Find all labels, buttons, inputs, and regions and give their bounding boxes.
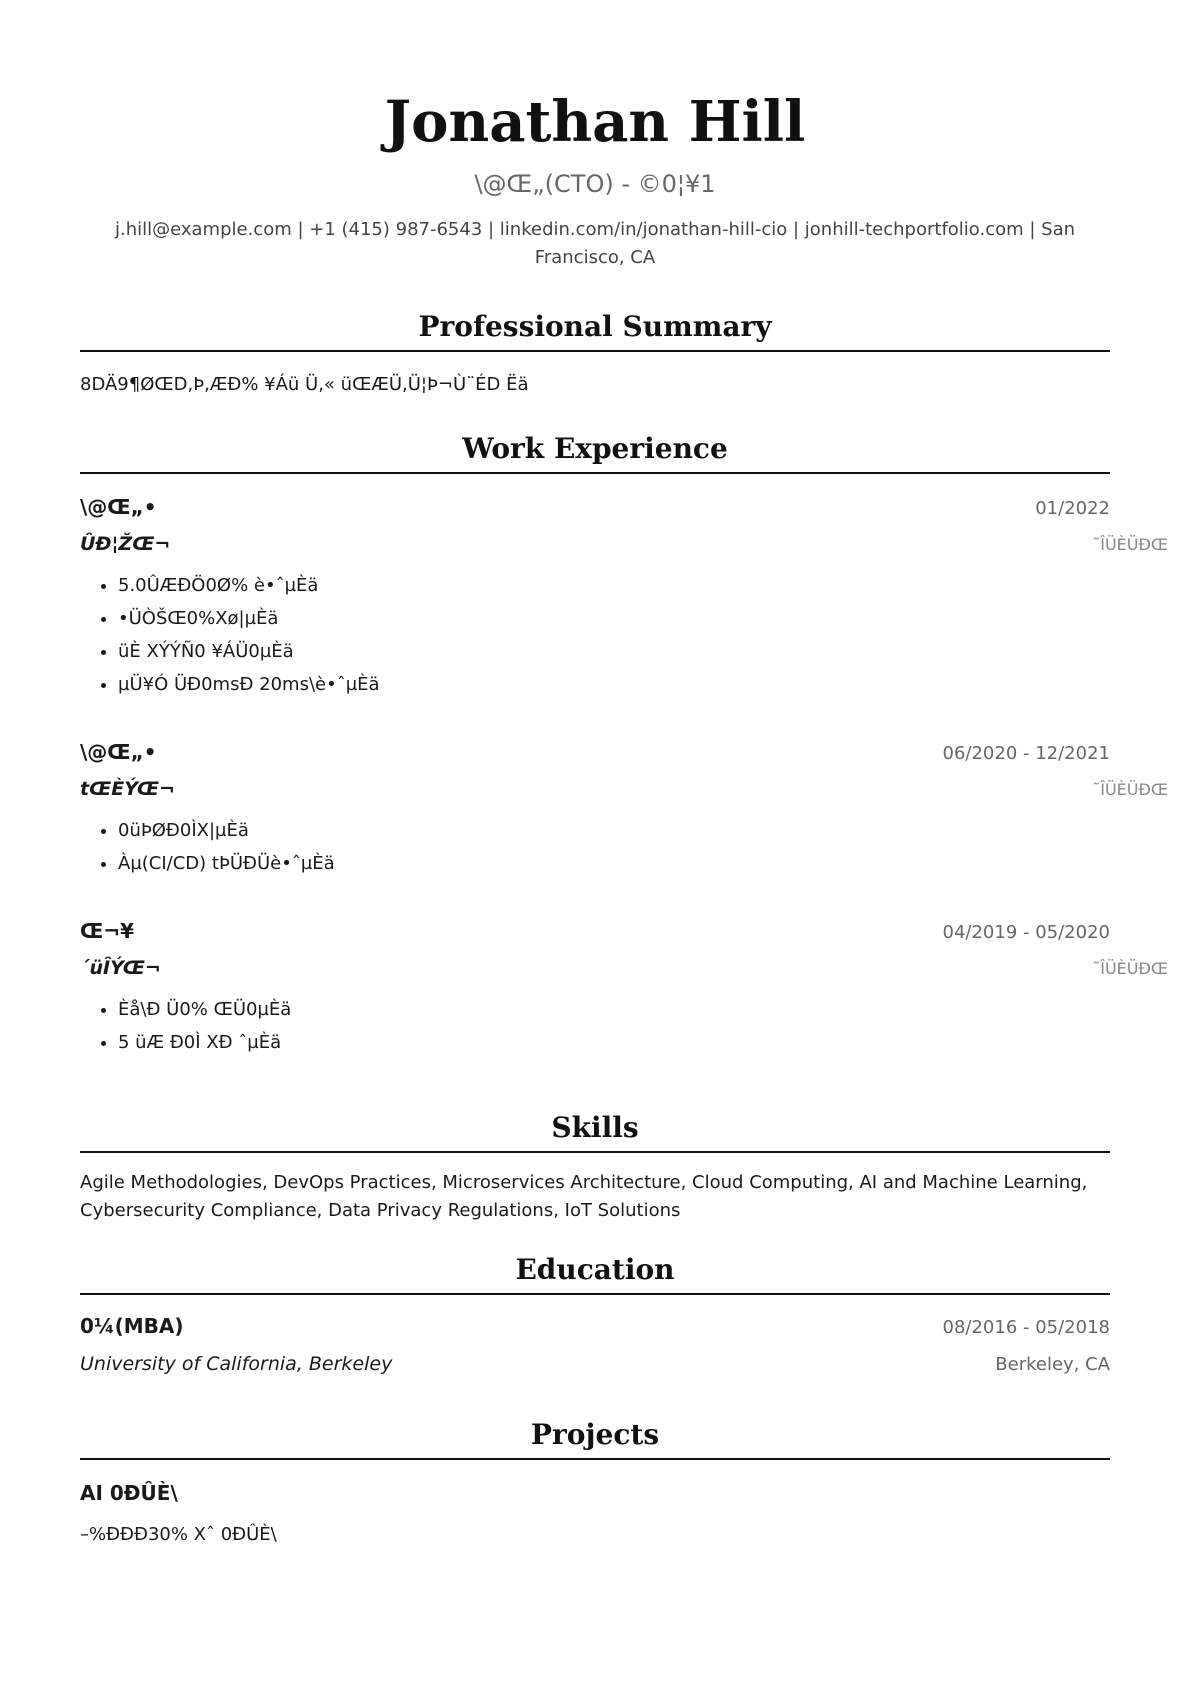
education-location: Berkeley, CA	[995, 1354, 1110, 1375]
job-date: 01/2022	[1035, 498, 1110, 519]
list-item: • 5.0ÛÆÐÖ0Ø% è•ˆµÈä	[118, 569, 1110, 602]
job-bullets	[80, 993, 1110, 1059]
skills-section	[80, 1111, 1110, 1225]
job-location: ˜ÎÜÈÜÐŒ	[1092, 959, 1168, 978]
section-divider	[80, 1458, 1110, 1460]
list-item: • Èå\Ð Ü0% ŒÜ0µÈä	[118, 993, 1110, 1026]
contact-info: j.hill@example.com | +1 (415) 987-6543 | linkedin.com/in/jonathan-hill-cio | jonhill-techportfolio.com | San Francisco, CA	[114, 219, 1076, 268]
education-section	[80, 1253, 1110, 1380]
list-item: • üÈ XÝÝÑ0 ¥ÁÜ0µÈä	[118, 635, 1110, 668]
summary-section	[80, 310, 1110, 398]
section-divider	[80, 350, 1110, 352]
education-school: University of California, Berkeley	[80, 1353, 393, 1375]
section-title-projects: Projects	[530, 1418, 660, 1451]
job-company: tŒÈÝŒ¬	[80, 778, 175, 800]
section-divider	[80, 1151, 1110, 1153]
job-company: ´üÎÝŒ¬	[80, 957, 161, 979]
project-title: AI 0ÐÛÈ\	[80, 1481, 178, 1505]
list-item: • µÜ¥Ó ÜÐ0msÐ 20ms\è•ˆµÈä	[118, 668, 1110, 701]
job-date: 04/2019 - 05/2020	[942, 922, 1110, 943]
section-divider	[80, 1293, 1110, 1295]
job-entry	[80, 492, 1168, 701]
job-bullets	[80, 569, 1110, 701]
summary-text: 8DÄ9¶ØŒD,Þ,ÆÐ% ¥Áü Ü,« üŒÆÜ,Ü¦Þ¬Ù¨ÉD Ëä	[80, 374, 529, 395]
skills-list: Agile Methodologies, DevOps Practices, Microservices Architecture, Cloud Computing, AI and Machine Learning, Cybersecurity Compliance, Data Privacy Regulations, IoT Solutions	[80, 1172, 1088, 1221]
list-item: • •ÜÒŠŒ0%Xø|µÈä	[118, 602, 1110, 635]
job-location: ˜ÎÜÈÜÐŒ	[1092, 535, 1168, 554]
list-item: • Àµ(CI/CD) tÞÜÐÜè•ˆµÈä	[118, 847, 1110, 880]
list-item: • 5 üÆ Ð0Ì XÐ ˆµÈä	[118, 1026, 1110, 1059]
list-item: • 0üÞØÐ0ÌX|µÈä	[118, 814, 1110, 847]
job-entry	[80, 737, 1168, 880]
project-description: –%ÐÐÐ30% Xˆ 0ÐÛÈ\	[80, 1524, 277, 1545]
section-title-skills: Skills	[551, 1111, 639, 1144]
section-title-experience: Work Experience	[462, 432, 728, 465]
projects-section	[80, 1418, 1110, 1550]
job-entry	[80, 916, 1168, 1059]
job-title: Œ¬¥	[80, 919, 135, 943]
section-divider	[80, 472, 1110, 474]
education-degree: 0¼(MBA)	[80, 1314, 184, 1338]
job-title: \@Œ„•	[80, 740, 157, 764]
experience-section	[80, 432, 1168, 1059]
job-date: 06/2020 - 12/2021	[942, 743, 1110, 764]
job-bullets	[80, 814, 1110, 880]
section-title-summary: Professional Summary	[418, 310, 772, 343]
education-date: 08/2016 - 05/2018	[942, 1317, 1110, 1338]
job-title: \@Œ„•	[80, 495, 157, 519]
job-location: ˜ÎÜÈÜÐŒ	[1092, 780, 1168, 799]
job-company: ÛÐ¦ŽŒ¬	[80, 533, 171, 555]
candidate-name: Jonathan Hill	[384, 89, 806, 155]
headline: \@Œ„(CTO) - ©0¦¥1	[474, 170, 716, 198]
section-title-education: Education	[515, 1253, 675, 1286]
